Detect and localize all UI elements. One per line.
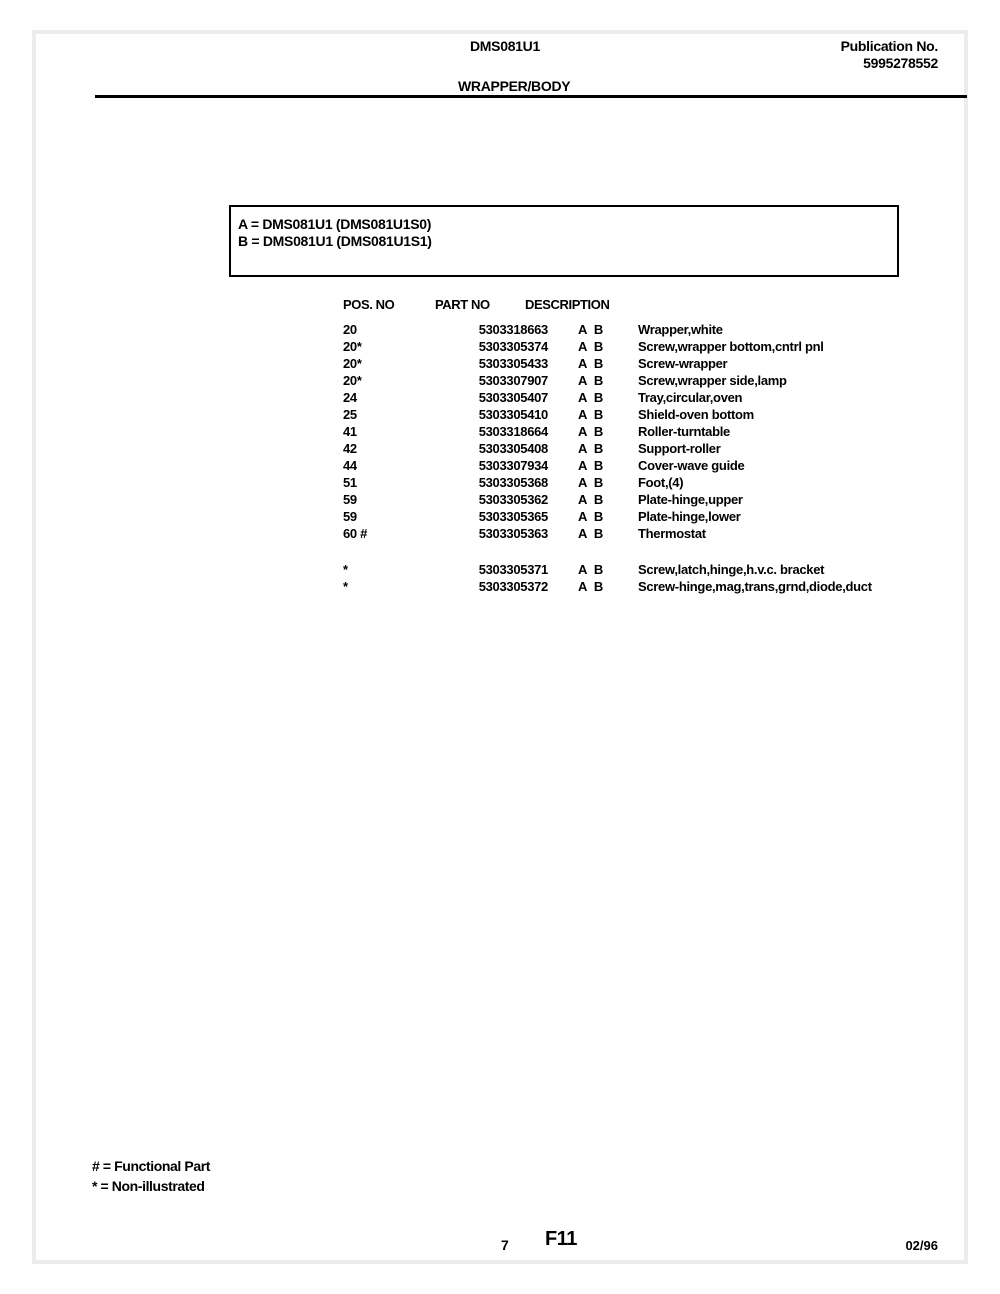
row-pos: 51 <box>343 475 357 490</box>
row-pos: 42 <box>343 441 357 456</box>
table-row <box>0 579 1000 596</box>
figure-code: F11 <box>545 1228 577 1250</box>
row-pos: 20* <box>343 356 362 371</box>
row-variants: A B <box>578 475 604 490</box>
column-header-part: PART NO <box>435 297 490 312</box>
row-description: Screw,latch,hinge,h.v.c. bracket <box>638 562 825 577</box>
table-row <box>0 441 1000 458</box>
table-row <box>0 458 1000 475</box>
header-rule <box>95 95 967 98</box>
row-variants: A B <box>578 562 604 577</box>
row-part-number: 5303305372 <box>478 579 548 594</box>
row-pos: 25 <box>343 407 357 422</box>
row-description: Plate-hinge,upper <box>638 492 743 507</box>
table-row <box>0 407 1000 424</box>
model-code: DMS081U1 <box>470 38 540 54</box>
row-part-number: 5303305408 <box>478 441 548 456</box>
row-part-number: 5303318664 <box>478 424 548 439</box>
column-header-description: DESCRIPTION <box>525 297 610 312</box>
row-description: Plate-hinge,lower <box>638 509 741 524</box>
table-row <box>0 492 1000 509</box>
row-pos: 20* <box>343 339 362 354</box>
row-variants: A B <box>578 373 604 388</box>
row-description: Tray,circular,oven <box>638 390 743 405</box>
row-pos: 24 <box>343 390 357 405</box>
row-variants: A B <box>578 441 604 456</box>
row-description: Roller-turntable <box>638 424 730 439</box>
row-description: Thermostat <box>638 526 706 541</box>
row-description: Screw-wrapper <box>638 356 728 371</box>
row-part-number: 5303318663 <box>478 322 548 337</box>
table-row <box>0 424 1000 441</box>
page-number: 7 <box>501 1237 509 1253</box>
row-part-number: 5303305374 <box>478 339 548 354</box>
variant-b: B = DMS081U1 (DMS081U1S1) <box>238 233 432 249</box>
row-variants: A B <box>578 579 604 594</box>
legend-non-illustrated: * = Non-illustrated <box>92 1178 205 1194</box>
row-part-number: 5303307934 <box>478 458 548 473</box>
revision-date: 02/96 <box>905 1238 938 1253</box>
legend-functional-part: # = Functional Part <box>92 1158 211 1174</box>
row-pos: * <box>343 579 348 594</box>
table-row <box>0 475 1000 492</box>
row-description: Wrapper,white <box>638 322 723 337</box>
row-variants: A B <box>578 407 604 422</box>
row-part-number: 5303305368 <box>478 475 548 490</box>
variant-a: A = DMS081U1 (DMS081U1S0) <box>238 216 432 232</box>
publication-number: 5995278552 <box>863 55 938 71</box>
row-variants: A B <box>578 322 604 337</box>
table-row <box>0 356 1000 373</box>
row-pos: 20* <box>343 373 362 388</box>
row-part-number: 5303305407 <box>478 390 548 405</box>
row-variants: A B <box>578 424 604 439</box>
row-part-number: 5303305433 <box>478 356 548 371</box>
row-description: Foot,(4) <box>638 475 684 490</box>
table-row <box>0 390 1000 407</box>
row-part-number: 5303305363 <box>478 526 548 541</box>
row-pos: 60 # <box>343 526 368 541</box>
row-part-number: 5303307907 <box>478 373 548 388</box>
row-part-number: 5303305410 <box>478 407 548 422</box>
row-variants: A B <box>578 458 604 473</box>
row-pos: 20 <box>343 322 357 337</box>
row-variants: A B <box>578 339 604 354</box>
row-description: Screw,wrapper side,lamp <box>638 373 787 388</box>
row-variants: A B <box>578 526 604 541</box>
row-part-number: 5303305365 <box>478 509 548 524</box>
table-row <box>0 526 1000 543</box>
row-variants: A B <box>578 390 604 405</box>
row-pos: 41 <box>343 424 357 439</box>
variant-legend-box <box>229 205 899 277</box>
table-row <box>0 322 1000 339</box>
row-pos: 59 <box>343 492 357 507</box>
row-description: Screw-hinge,mag,trans,grnd,diode,duct <box>638 579 872 594</box>
row-description: Screw,wrapper bottom,cntrl pnl <box>638 339 824 354</box>
row-variants: A B <box>578 356 604 371</box>
table-row <box>0 509 1000 526</box>
row-part-number: 5303305362 <box>478 492 548 507</box>
row-part-number: 5303305371 <box>478 562 548 577</box>
row-pos: * <box>343 562 348 577</box>
publication-label: Publication No. <box>840 38 938 54</box>
row-description: Cover-wave guide <box>638 458 745 473</box>
row-pos: 59 <box>343 509 357 524</box>
table-row <box>0 562 1000 579</box>
column-header-pos: POS. NO <box>343 297 395 312</box>
section-title: WRAPPER/BODY <box>458 78 571 94</box>
row-description: Support-roller <box>638 441 721 456</box>
row-pos: 44 <box>343 458 357 473</box>
table-row <box>0 339 1000 356</box>
row-variants: A B <box>578 509 604 524</box>
table-row <box>0 373 1000 390</box>
row-variants: A B <box>578 492 604 507</box>
row-description: Shield-oven bottom <box>638 407 754 422</box>
